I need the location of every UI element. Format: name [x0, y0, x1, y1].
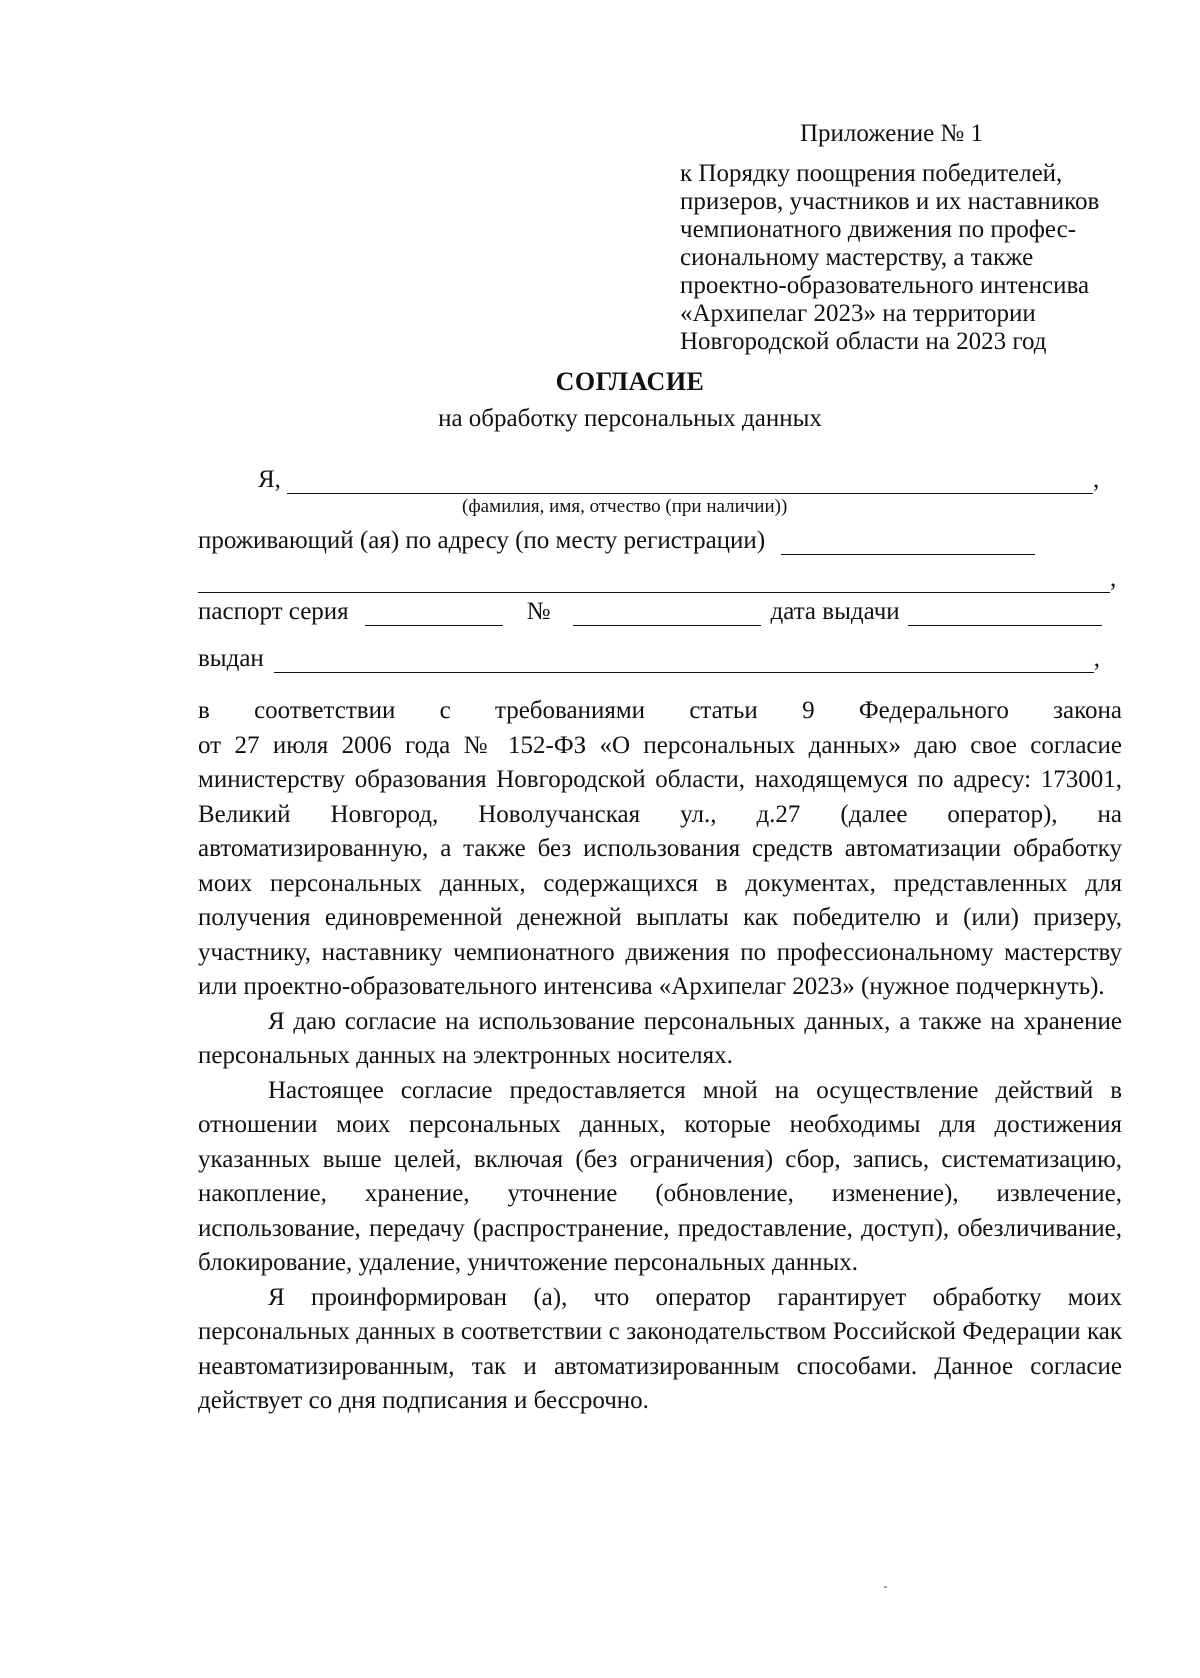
issued-by-row — [198, 645, 1100, 673]
scan-speck — [884, 1586, 887, 1588]
paragraph-1-first-line: в соответствии с требованиями статьи 9 Федерального закона — [198, 697, 1122, 724]
issue-date-label: дата выдачи — [770, 598, 900, 625]
address-field-1[interactable] — [781, 532, 1035, 555]
consent-body — [198, 694, 1122, 1419]
passport-series-label: паспорт серия — [198, 598, 349, 625]
appendix-title: Приложение № 1 — [800, 120, 984, 147]
document-title: СОГЛАСИЕ — [555, 367, 705, 396]
appendix-body — [680, 160, 1150, 356]
document-subtitle: на обработку персональных данных — [438, 405, 822, 432]
i-label: Я, — [258, 466, 281, 493]
paragraph-1-rest: от 27 июля 2006 года № 152-ФЗ «О персональных данных» даю свое согласие министерству образования Новгородской области, находящемуся по адресу: 173001, Великий Новгород, Новолучанская ул., д.27 (далее оператор), на автоматизированную, а также без использования средств автоматизации обработку моих персональных данных, содержащихся в документах, представленных для получения единовременной денежной выплаты как победителю и (или) призеру, участнику, наставнику чемпионатного движения по профессиональному мастерству или проектно-образовательного интенсива «Архипелаг 2023» (нужное подчеркнуть). — [198, 731, 1122, 1000]
paragraph-2: Я даю согласие на использование персональных данных, а также на хранение персональных данных на электронных носителях. — [198, 1007, 1122, 1069]
address-row — [198, 527, 1035, 555]
passport-number-field[interactable] — [573, 603, 761, 626]
passport-number-label: № — [526, 598, 551, 625]
name-comma: , — [1092, 466, 1100, 493]
appendix-line: призеров, участников и их наставников — [680, 188, 1100, 215]
issued-by-comma: , — [1093, 645, 1101, 672]
appendix-block — [680, 120, 1150, 356]
paragraph-1 — [198, 694, 1122, 1005]
paragraph-4: Я проинформирован (а), что оператор гарантирует обработку моих персональных данных в соответствии с законодательством Российской Федерации как неавтоматизированным, так и автоматизированным способами. Данное согласие действует со дня подписания и бессрочно. — [198, 1283, 1122, 1414]
issue-date-field[interactable] — [908, 603, 1102, 626]
address-comma: , — [1110, 565, 1117, 592]
passport-series-field[interactable] — [365, 603, 503, 626]
address-label: проживающий (ая) по адресу (по месту регистрации) — [198, 527, 766, 554]
appendix-line: «Архипелаг 2023» на территории — [680, 300, 1036, 327]
appendix-line: Новгородской области на 2023 год — [680, 328, 1047, 355]
appendix-line: чемпионатного движения по профес- — [680, 216, 1077, 243]
appendix-line: сиональному мастерству, а также — [680, 244, 1034, 271]
issued-by-field[interactable] — [274, 650, 1094, 673]
appendix-line: проектно-образовательного интенсива — [680, 272, 1090, 299]
address-field-2[interactable] — [198, 570, 1110, 593]
passport-row — [198, 598, 1102, 626]
appendix-line: к Порядку поощрения победителей, — [680, 160, 1063, 187]
address-row-2 — [198, 565, 1116, 593]
name-row — [258, 466, 1099, 494]
issued-by-label: выдан — [198, 645, 264, 672]
paragraph-3: Настоящее согласие предоставляется мной на осуществление действий в отношении моих персональных данных, которые необходимы для достижения указанных выше целей, включая (без ограничения) сбор, запись, систематизацию, накопление, хранение, уточнение (обновление, изменение), извлечение, использование, передачу (распространение, предоставление, доступ), обезличивание, блокирование, удаление, уничтожение персональных данных. — [198, 1076, 1122, 1276]
name-hint: (фамилия, имя, отчество (при наличии)) — [462, 496, 788, 517]
full-name-field[interactable] — [287, 471, 1093, 494]
